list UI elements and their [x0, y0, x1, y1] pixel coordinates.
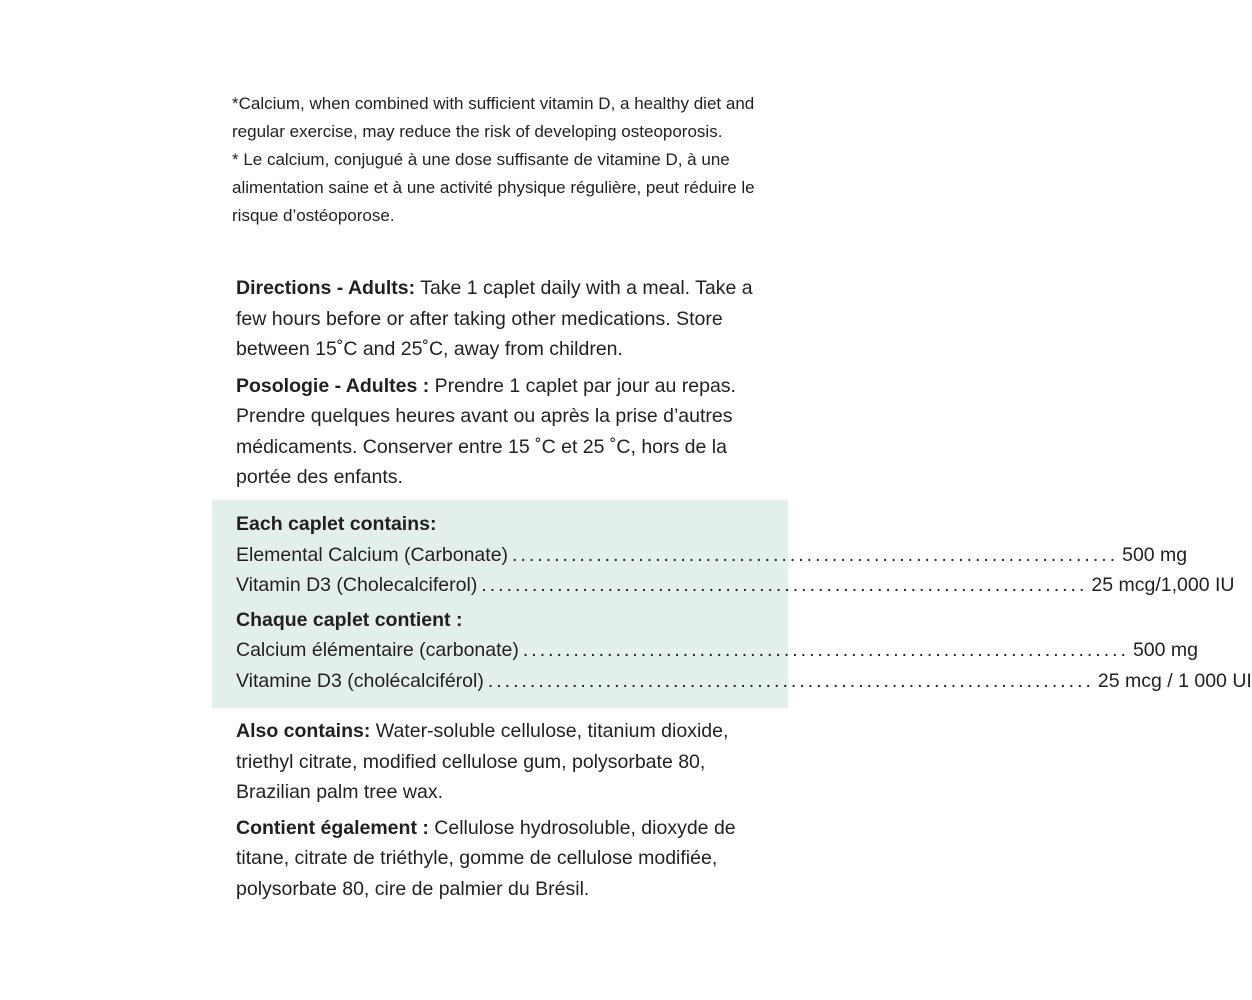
ingredient-name: Vitamine D3 (cholécalciférol)	[236, 669, 484, 692]
dot-leader: ........................................................................	[481, 574, 1088, 596]
directions-block	[236, 273, 776, 493]
ingredient-amount: 25 mcg / 1 000 UI	[1097, 669, 1252, 692]
ingredient-amount: 25 mcg/1,000 IU	[1091, 574, 1235, 596]
directions-french	[236, 371, 776, 493]
also-contains-english-text: Water-soluble cellulose, titanium dioxide, triethyl citrate, modified cellulose gum, polysorbate 80, Brazilian palm tree wax.	[236, 720, 729, 803]
risk-claim-block	[232, 90, 777, 230]
ingredient-row	[236, 570, 1235, 601]
claim-english: *Calcium, when combined with sufficient vitamin D, a healthy diet and regular exercise, may reduce the risk of developing osteoporosis.	[232, 94, 755, 141]
also-contains-english-label: Also contains:	[236, 720, 371, 742]
also-contains-french-label: Contient également :	[236, 816, 429, 839]
ingredient-name: Calcium élémentaire (carbonate)	[236, 639, 519, 661]
ingredients-heading-french: Chaque caplet contient :	[236, 608, 463, 631]
ingredient-row	[236, 540, 1188, 571]
dot-leader: ........................................................................	[522, 639, 1129, 661]
directions-english-text: Take 1 caplet daily with a meal. Take a few hours before or after taking other medications. Store between 15˚C and 25˚C, away from children.	[236, 277, 753, 360]
directions-french-label: Posologie - Adultes :	[236, 374, 430, 397]
directions-english-label: Directions - Adults:	[236, 277, 416, 299]
also-contains-english	[236, 716, 776, 808]
also-contains-french	[236, 813, 776, 905]
ingredients-heading-english: Each caplet contains:	[236, 513, 437, 535]
directions-french-text: Prendre 1 caplet par jour au repas. Prendre quelques heures avant ou après la prise d’autres médicaments. Conserver entre 15 ˚C et 25 ˚C, hors de la portée des enfants.	[236, 374, 736, 488]
ingredients-panel	[212, 500, 1252, 708]
ingredient-name: Elemental Calcium (Carbonate)	[236, 543, 509, 566]
claim-french: * Le calcium, conjugué à une dose suffisante de vitamine D, à une alimentation saine et à une activité physique régulière, peut réduire le risque d’ostéoporose.	[232, 150, 755, 225]
also-contains-french-text: Cellulose hydrosoluble, dioxyde de titane, citrate de triéthyle, gomme de cellulose modifiée, polysorbate 80, cire de palmier du Brésil.	[236, 816, 736, 900]
also-contains-block	[236, 716, 776, 904]
ingredient-row	[236, 666, 1252, 697]
dot-leader: ........................................................................	[512, 543, 1119, 566]
directions-english	[236, 273, 776, 365]
ingredient-row	[236, 635, 1198, 666]
ingredient-name: Vitamin D3 (Cholecalciferol)	[236, 574, 478, 596]
ingredient-amount: 500 mg	[1122, 543, 1188, 566]
dot-leader: ........................................................................	[487, 669, 1094, 692]
ingredient-amount: 500 mg	[1132, 639, 1198, 661]
